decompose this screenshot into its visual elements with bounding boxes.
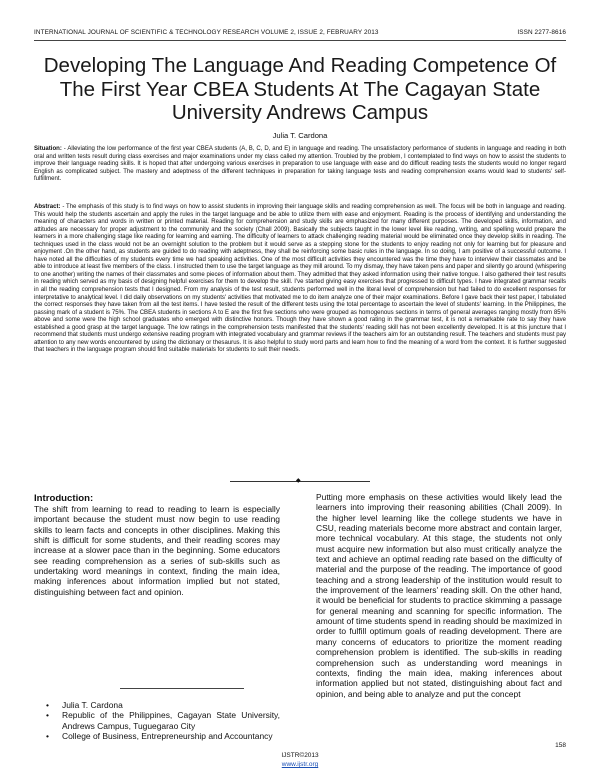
paper-author: Julia T. Cardona	[272, 131, 328, 140]
author-footnotes	[34, 700, 280, 741]
footnote-text: Julia T. Cardona	[62, 700, 123, 710]
paper-title: Developing The Language And Reading Competence Of The First Year CBEA Students At The Cagayan State University Andrews Campus	[43, 54, 557, 124]
footnote-item	[34, 731, 280, 741]
journal-website-link[interactable]: www.ijstr.org	[281, 761, 319, 768]
introduction-right-text: Putting more emphasis on these activities would likely lead the learners into improving their reasoning abilities (Chall 2009). In the higher level learning like the college students we have in CSU, reading materials become more abstract and contain larger, more technical vocabulary. At this stage, the students not only must acquire new information but also must critically analyze the text and achieve an optimal reading rate based on the difficulty of material and the purpose of the reading. The importance of good teaching and a strong leadership of the institution would result to the improvement of the learners' reading skill. On the other hand, it would be beneficial for students to practice skimming a passage for general meaning and scanning for specific information. The amount of time students spend in reading should be maximized in order to fulfill optimum goals of reading development. There are many concerns of educators to prioritize the moment reading comprehension problem is identified. The sub-skills in reading comprehension such as understanding word meanings in contexts, finding the main idea, making inferences about information applied but not stated, distinguishing about fact and opinion, and being able to analyze and put the concept	[316, 492, 562, 699]
footnote-text: College of Business, Entrepreneurship and Accountancy	[62, 731, 273, 742]
introduction-left-text: The shift from learning to read to reading to learn is especially important because the student must now begin to use reading skills to learn facts and concepts in other disciplines. Making this shift is difficult for some students, and their reading scores may increase at a slower pace than in the beginning. Some educators see reading comprehension as a series of sub-skills such as undertaking word meanings in context, finding the main idea, making inferences about information implied but not stated, distinguishing between fact and opinion.	[34, 504, 280, 597]
footnote-item	[34, 710, 280, 731]
left-column	[34, 493, 280, 597]
bullet-icon: •	[46, 731, 49, 742]
abstract-label: Abstract:	[34, 204, 61, 210]
footnote-text: Republic of the Philippines, Cagayan State University, Andrews Campus, Tuguegarao City	[62, 710, 280, 731]
footer-copyright: IJSTR©2013	[281, 752, 319, 759]
abstract-text: - The emphasis of this study is to find ways on how to assist students in improving their language skills and reading comprehension as well. The focus will be both in language and reading. This would help the students ascertain and apply the rules in the target language and be able to utilize them with ease and enjoyment. Reading is the process of identifying and understanding the meaning of characters and words in written or printed material. Reading for comprehension and study skills are emphasized for many different purposes. The developed skills, information, and attitudes are necessary for proper adjustment to the community and the society (Chall 2009). Basically the subjects taught in the lower level like reading, writing, and spelling would prepare the learners in a more challenging stage like reading for learning and earning. The difficulty of learners to attack challenging reading material would be eliminated once they develop skills in reading. The techniques used in the class would not be an overnight solution to the problem but it would serve as a stepping stone for the students to enjoy reading not only for learning but for pleasure and enjoyment .On the other hand, as students are guided to do reading with adeptness, they shall be reinforcing some basic rules in the language. In so doing, I am positive of a successful outcome. I have noted all the difficulties of my students every time we had speaking activities. One of the most difficult activities they encountered was the time they have to interview their classmates and be able to introduce at least five members of the class. I instructed them to use the target language as they mill around. To my dismay, they have taken pens and paper and silently go around (whispering to one another) writing the names of their classmates and some pieces of information about them. They admitted that they asked information using their native tongue. I also gathered their test results in reading which served as my basis of designing helpful exercises for them to develop the skill. I've started giving easy exercises that progressed to difficult types. I have integrated grammar recalls in all the reading comprehension tests that I designed. From my analysis of the test result, students performed well in the literal level of comprehension but had failed to do excellent responses for interpretative to analytical level. I did daily observations on my students' activities that motivated me to do item analyze one of their major examinations. Before I gave back their test paper, I tabulated the correct responses they have taken from all the test items. I have tested the result of the different tests using the total percentage to ascertain the level of students' learning. In the Philippines, the passing mark of a student is 75%. The CBEA students in sections A to E are the first five sections who were grouped as homogenous sections in terms of general averages ranging mostly from 85% above and some were the high school graduates who emerged with distinctive honors. Though they have shown a good rating in the grammar test, it is not a remarkable rate to say they have established a good grasp at the target language. The low ratings in the comprehension tests manifested that the students' reading skill has not been excellently developed. It is at this juncture that I recommend that students must undergo extensive reading program with integrated vocabulary and grammar reviews if the teachers aim for an outstanding result. The teachers and students must pay attention to any new words encountered by using the dictionary or thesaurus. It is also helpful to study word parts and learn how to find the meaning of a word from the context. It is further suggested that teachers in the language program should find suitable materials for students to suit their needs.	[34, 204, 566, 354]
journal-name: INTERNATIONAL JOURNAL OF SCIENTIFIC & TECHNOLOGY RESEARCH VOLUME 2, ISSUE 2, FEBRUARY 2013	[34, 29, 379, 36]
abstract-paragraph	[34, 204, 566, 355]
situation-text: - Alleviating the low performance of the first year CBEA students (A, B, C, D, and E) in language and reading. The unsatisfactory performance of students in language and reading in both oral and written tests result during class exercises and major examinations under my class called my attention. Troubled by the problem, I contemplated to find ways on how to assist the students to improve their language reading skills. It is hoped that after undergoing various exercises in preparation to use language with ease and do difficult reading tests the students would no longer regard English as complicated subject. The mastery and adeptness of the different techniques in preparation for taking language tests and reading comprehension exams would lead to students' self-fulfillment.	[34, 146, 566, 183]
footnote-item	[34, 700, 280, 710]
introduction-heading: Introduction:	[34, 493, 94, 504]
bullet-icon: •	[46, 700, 49, 710]
footnote-divider	[120, 688, 244, 689]
journal-issn: ISSN 2277-8616	[517, 29, 566, 36]
header-divider	[34, 40, 566, 41]
page-number: 158	[555, 742, 566, 749]
bullet-icon: •	[46, 710, 49, 721]
separator-diamond-icon: ◆	[296, 478, 301, 484]
situation-label: Situation:	[34, 146, 62, 152]
right-column	[316, 492, 562, 699]
situation-paragraph	[34, 146, 566, 184]
